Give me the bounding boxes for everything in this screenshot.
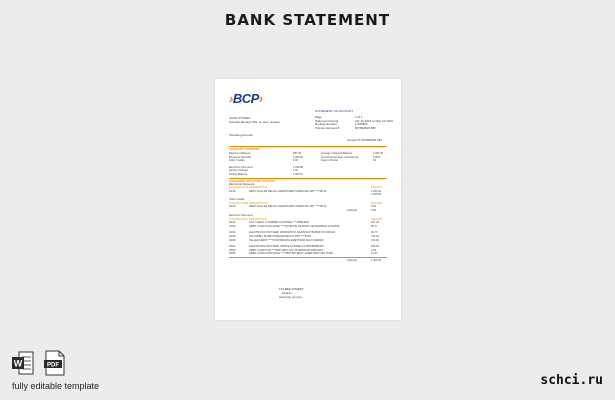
statement-doc-title: STATEMENT OF ACCOUNT: [315, 109, 354, 113]
row-description: ACH DEBIT, BOMB STREAMONEUNT PMT ****8798: [249, 235, 311, 238]
col-header: AMOUNT: [371, 217, 383, 221]
holder-address: Avenida Mendez 902, Lo Huo, Huaraz: [229, 119, 280, 124]
row-amount: 647.34: [371, 221, 379, 225]
subtotal-label: Subtotal:: [347, 258, 358, 262]
row-amount: 550.00: [371, 245, 379, 249]
summary-title: ACCOUNT SUMMARY: [229, 147, 261, 151]
row-amount: 100.00: [371, 238, 379, 242]
summary-label: Average Collected Balance: [321, 152, 353, 155]
col-header: POSTING DATE: [229, 186, 249, 189]
summary-label: Other Credits: [229, 159, 245, 163]
deposit-total: [229, 193, 387, 197]
editable-caption: fully editable template: [12, 381, 100, 391]
summary-value: 1,008.88: [293, 165, 304, 169]
meta-value: 907894526 987: [355, 125, 376, 130]
meta-label: Page: [315, 115, 323, 119]
row-date: 04/11: [229, 221, 236, 225]
row-description: TELLER DEBIT, ****97453SMDATE EMETPDAR 6H4YC4E6480: [249, 238, 324, 242]
meta-value: 1 096356: [355, 122, 368, 127]
pdf-icon: [44, 350, 66, 376]
col-header: DESCRIPTION: [249, 201, 267, 205]
summary-value: 1.00: [293, 169, 299, 173]
account-number: Account # 907894526 987: [347, 138, 383, 142]
row-description: HOT CHECK 1 BOMBER EXTERNAL ****89664822: [249, 221, 309, 225]
footer-line: 123 BEE STREET: [279, 287, 304, 291]
svg-text:W: W: [13, 358, 23, 369]
table-row: [229, 252, 387, 256]
meta-value: Apr 10 2019 to May 10 2019: [355, 118, 393, 123]
row-description: ZERO DOLLAR DEI ALL DEPARTMENT REMOVAL ART ****38722: [249, 189, 327, 193]
section-label: Electronic Payments: [229, 214, 253, 217]
row-amount: 1,460.78: [371, 258, 382, 262]
row-date: 05/02: [229, 245, 236, 249]
row-amount: 30.77: [371, 231, 378, 235]
row-amount: 27.47: [371, 252, 378, 256]
row-amount: 1,000.00: [371, 193, 382, 197]
row-date: 04/24: [229, 231, 236, 235]
summary-value: 987.09: [293, 152, 301, 155]
row-amount: 0.00: [371, 205, 377, 209]
summary-label: Beginning Balance: [229, 152, 251, 155]
summary-value: 0.00: [293, 159, 299, 163]
deposits-label: Electronic Deposits: [229, 182, 255, 186]
summary-label: Days in Period: [321, 159, 338, 163]
svg-text:PDF: PDF: [47, 362, 59, 369]
row-date: 04/26: [229, 235, 236, 238]
page-title: BANK STATEMENT: [224, 11, 391, 29]
meta-label: Primary Account #: [315, 125, 340, 130]
table-row: [229, 239, 387, 243]
summary-value: 1,009.40: [373, 152, 384, 155]
row-amount: 1.00: [371, 248, 377, 252]
row-amount: 769.09: [371, 235, 379, 238]
col-header: POSTING DATE: [229, 201, 249, 205]
footer-line: www.bcp.com.pe: [279, 295, 302, 299]
word-icon: [12, 350, 34, 376]
summary-row: [321, 159, 387, 163]
holder-name: JOHN STONES: [229, 116, 251, 120]
summary-label: Ending Balance: [229, 173, 248, 176]
row-description: ELECTRONIC PMT-WEB, SIMPLE GARDEN KFTWW8N8RHSP: [249, 245, 324, 249]
meta-value: 1 of 1: [355, 115, 363, 119]
row-date: 04/23: [229, 224, 236, 228]
statement-sheet: [215, 79, 401, 320]
row-description: ELECTRONIC PMT-WEB, WORKETPAY AMAZON STB-8833723 CRDGR: [249, 231, 335, 235]
row-date: 04/19: [229, 189, 236, 193]
col-header: DESCRIPTION: [249, 186, 267, 189]
row-amount: 0.00: [371, 209, 377, 212]
summary-row: [229, 173, 387, 177]
row-date: 04/19: [229, 205, 236, 209]
row-description: ZERO DOLLAR DEI ALL DEPARTMENT REMOVAL ART ****38722: [249, 205, 327, 209]
summary-label: Electronic Deposits: [229, 155, 252, 159]
footer-line: Huaraz: [282, 291, 292, 295]
row-description: DEBIT CARD PURCHASE, ****5687 887 BEGT GMER 5926 CRD PURP: [249, 252, 334, 256]
bank-logo: ›BCP›: [229, 91, 263, 106]
payments-total: [229, 259, 387, 263]
meta-label: Statement Period: [315, 118, 339, 123]
row-date: 05/03: [229, 248, 236, 252]
subtotal-label: Subtotal:: [347, 209, 358, 212]
summary-label: Annual Percentage Yield Earned: [321, 155, 359, 159]
row-description: DEBIT CARD PURCHASE ****687 887 BLUE MART CENTERMAIN GOSPOR: [249, 224, 340, 228]
meta-label: Routing Number: [315, 122, 337, 127]
summary-value: 0.00%: [373, 155, 381, 159]
row-date: 05/05: [229, 252, 236, 256]
table-row: [229, 225, 387, 229]
subtotal-row: [229, 209, 387, 213]
row-amount: 85.77: [371, 224, 378, 228]
checking-label: Checking Account: [229, 133, 254, 137]
row-date: 04/29: [229, 238, 236, 242]
summary-label: Electronic Payments: [229, 165, 253, 169]
col-header: DESCRIPTION: [249, 217, 267, 221]
col-header: AMOUNT: [371, 201, 383, 205]
section-label: Other Credits: [229, 198, 245, 202]
activity-title: CHECKING ACCOUNT ACTIVITY: [229, 179, 276, 183]
col-header: AMOUNT: [371, 186, 383, 189]
summary-label: Service Charges: [229, 169, 249, 173]
col-header: POSTING DATE: [229, 217, 249, 221]
summary-value: 30: [373, 159, 376, 163]
row-amount: 1,000.00: [371, 189, 382, 193]
row-description: DEBIT CARD PUR ****5687 8870 GAT TATENDANIS EMPORIA: [249, 248, 324, 252]
brand-label: schci.ru: [540, 373, 603, 388]
summary-value: 1,090.61: [293, 173, 304, 176]
summary-value: 1,000.00: [293, 155, 304, 159]
